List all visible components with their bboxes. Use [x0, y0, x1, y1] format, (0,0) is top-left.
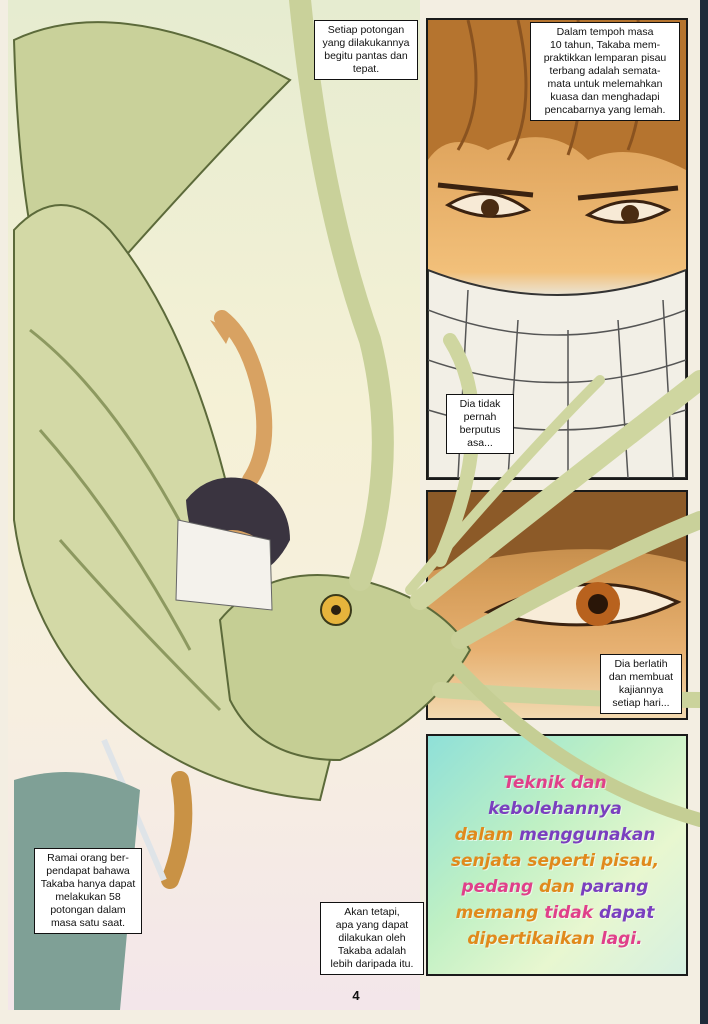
caption-bottom-left-line: potongan dalam — [50, 904, 126, 916]
caption-mask-line: pernah — [463, 411, 497, 423]
caption-bottom-left-line: Takaba hanya dapat — [40, 878, 136, 890]
caption-top-right-line: terbang adalah semata- — [549, 65, 661, 77]
feature-text-word: dipertikaikan — [467, 929, 601, 949]
caption-eye-line: dan membuat — [608, 671, 674, 683]
fighter-arm-knife — [170, 780, 183, 880]
caption-top-right-line: kuasa dan menghadapi — [550, 91, 660, 103]
caption-mask-line: asa... — [467, 437, 493, 449]
caption-top-center-line: begitu pantas dan — [324, 50, 408, 62]
caption-bottom-left — [34, 848, 142, 934]
feature-text-word: senjata seperti pisau, — [450, 851, 660, 871]
caption-top-center-line: Setiap potongan — [327, 24, 405, 36]
feature-text-word: parang — [580, 877, 649, 897]
feature-text-word: kebolehannya — [488, 799, 622, 819]
feature-text-line — [430, 900, 680, 926]
squid-pupil — [331, 605, 341, 615]
feature-text-word: dapat — [599, 903, 655, 923]
caption-eye-panel — [600, 654, 682, 714]
caption-top-center — [314, 20, 418, 80]
caption-bottom-center-line: apa yang dapat — [335, 919, 409, 931]
caption-bottom-left-line: melakukan 58 — [55, 891, 121, 903]
caption-top-right — [530, 22, 680, 121]
caption-top-right-line: mata untuk melemahkan — [547, 78, 663, 90]
caption-top-center-line: yang dilakukannya — [322, 37, 410, 49]
caption-bottom-left-line: pendapat bahawa — [46, 865, 130, 877]
feature-text-line — [430, 926, 680, 952]
feature-text-word: pedang — [461, 877, 540, 897]
caption-eye-line: setiap hari... — [612, 697, 670, 709]
feature-text-word: lagi. — [600, 929, 643, 949]
feature-text — [430, 770, 680, 952]
caption-mask-line: Dia tidak — [459, 398, 501, 410]
feature-text-word: tidak — [544, 903, 600, 923]
page-number: 4 — [352, 988, 360, 1003]
caption-bottom-left-line: masa satu saat. — [50, 917, 126, 929]
page-edge — [700, 0, 708, 1024]
feature-text-line — [430, 874, 680, 900]
feature-text-word: menggunakan — [519, 825, 656, 845]
caption-mask-panel — [446, 394, 514, 454]
caption-bottom-center-line: Akan tetapi, — [344, 906, 400, 918]
caption-eye-line: Dia berlatih — [614, 658, 668, 670]
feature-text-line — [430, 848, 680, 874]
caption-bottom-center-line: Takaba adalah — [337, 945, 407, 957]
caption-mask-line: berputus — [459, 424, 501, 436]
caption-bottom-center-line: lebih daripada itu. — [330, 958, 414, 970]
fighter-arm-raised — [222, 318, 264, 480]
feature-text-word: dan — [539, 877, 581, 897]
caption-top-right-line: pencabarnya yang lemah. — [544, 104, 666, 116]
caption-top-right-line: praktikkan lemparan pisau — [543, 52, 667, 64]
caption-top-center-line: tepat. — [352, 63, 380, 75]
caption-bottom-center-line: dilakukan oleh — [338, 932, 406, 944]
feature-text-word: Teknik dan — [503, 773, 607, 793]
caption-bottom-left-line: Ramai orang ber- — [47, 852, 129, 864]
caption-top-right-line: 10 tahun, Takaba mem- — [549, 39, 661, 51]
feature-text-word: dalam — [454, 825, 520, 845]
feature-text-line — [430, 796, 680, 822]
feature-text-line — [430, 770, 680, 796]
feature-text-line — [430, 822, 680, 848]
tentacle-1 — [300, 0, 383, 580]
feature-text-word: memang — [455, 903, 545, 923]
caption-top-right-line: Dalam tempoh masa — [556, 26, 654, 38]
caption-eye-line: kajiannya — [618, 684, 664, 696]
caption-bottom-center — [320, 902, 424, 975]
